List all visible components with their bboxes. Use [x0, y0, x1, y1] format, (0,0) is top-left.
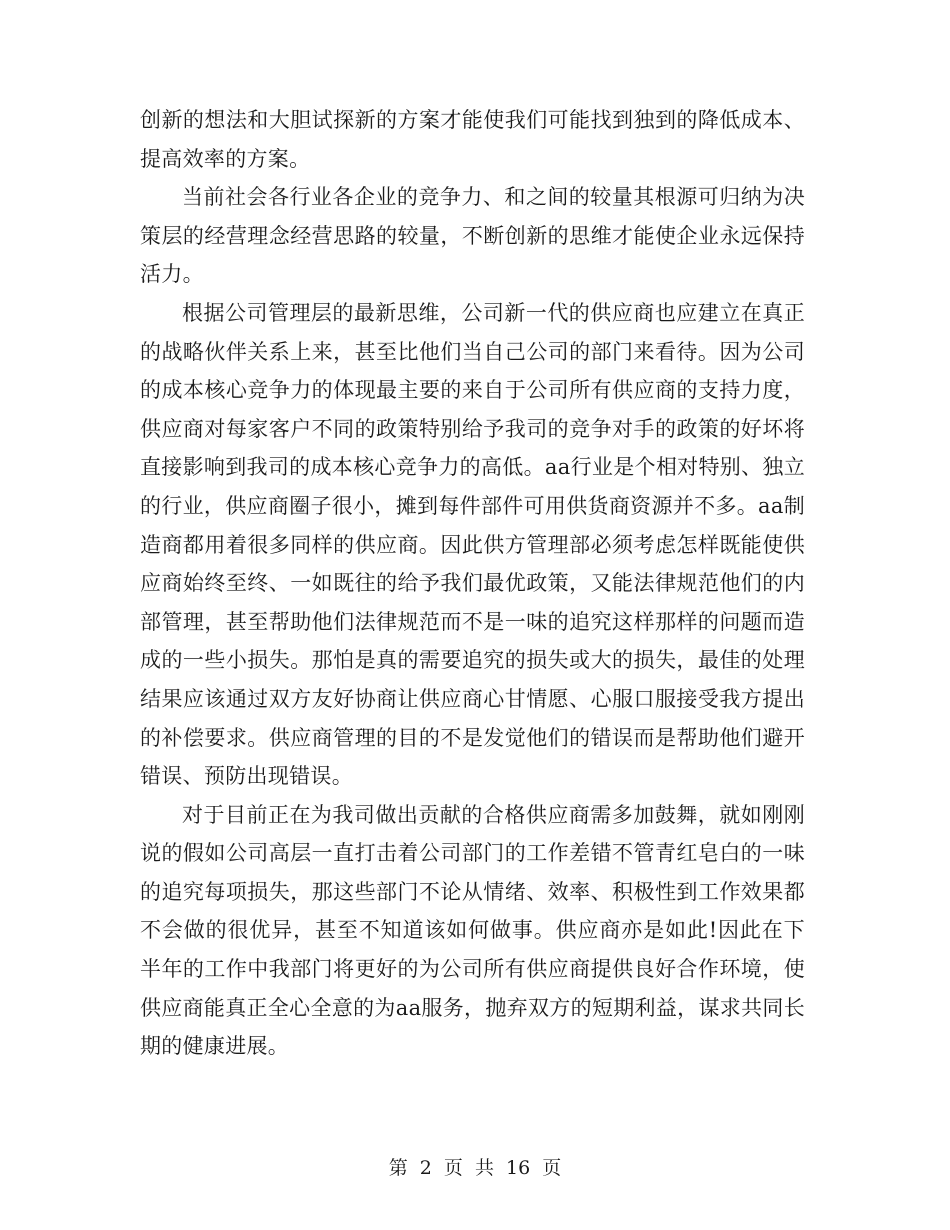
document-body [140, 101, 805, 1066]
paragraph-1: 创新的想法和大胆试探新的方案才能使我们可能找到独到的降低成本、提高效率的方案。 [140, 108, 805, 171]
paragraph-3: 根据公司管理层的最新思维，公司新一代的供应商也应建立在真正的战略伙伴关系上来，甚至比他们当自己公司的部门来看待。因为公司的成本核心竞争力的体现最主要的来自于公司所有供应商的支持力度，供应商对每家客户不同的政策特别给予我司的竞争对手的政策的好坏将直接影响到我司的成本核心竞争力的高低。aa行业是个相对特别、独立的行业，供应商圈子很小，摊到每件部件可用供货商资源并不多。aa制造商都用着很多同样的供应商。因此供方管理部必须考虑怎样既能使供应商始终至终、一如既往的给予我们最优政策，又能法律规范他们的内部管理，甚至帮助他们法律规范而不是一味的追究这样那样的问题而造成的一些小损失。那怕是真的需要追究的损失或大的损失，最佳的处理结果应该通过双方友好协商让供应商心甘情愿、心服口服接受我方提出的补偿要求。供应商管理的目的不是发觉他们的错误而是帮助他们避开错误、预防出现错误。 [140, 300, 805, 789]
page-number-footer: 第 2 页 共 16 页 [388, 1157, 562, 1179]
paragraph-4: 对于目前正在为我司做出贡献的合格供应商需多加鼓舞，就如刚刚说的假如公司高层一直打击着公司部门的工作差错不管青红皂白的一味的追究每项损失，那这些部门不论从情绪、效率、积极性到工作效果都不会做的很优异，甚至不知道该如何做事。供应商亦是如此!因此在下半年的工作中我部门将更好的为公司所有供应商提供良好合作环境，使供应商能真正全心全意的为aa服务，抛弃双方的短期利益，谋求共同长期的健康进展。 [140, 802, 805, 1059]
paragraph-2: 当前社会各行业各企业的竞争力、和之间的较量其根源可归纳为决策层的经营理念经营思路的较量，不断创新的思维才能使企业永远保持活力。 [140, 185, 805, 287]
